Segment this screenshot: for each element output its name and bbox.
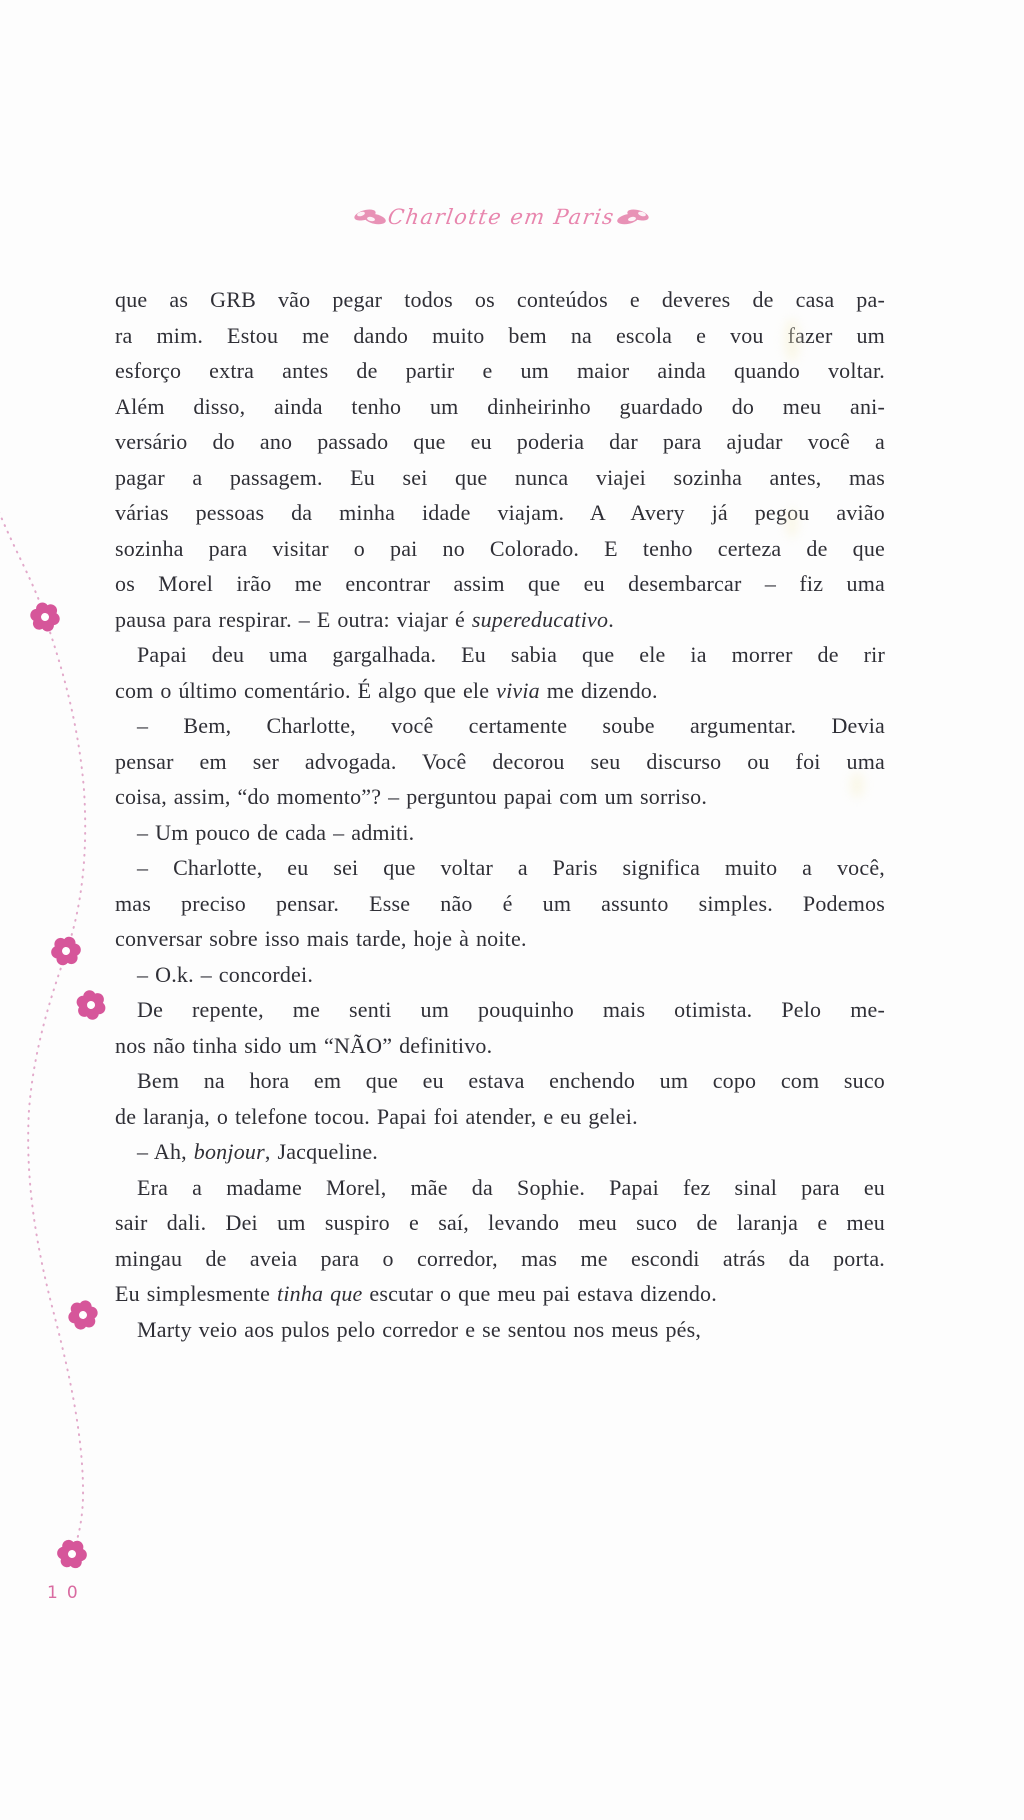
text-segment: .: [608, 606, 614, 632]
text-line: [115, 921, 885, 957]
text-segment: Papai deu uma gargalhada. Eu sabia que ele ia morrer de rir: [137, 642, 885, 667]
paragraph: [115, 708, 885, 815]
text-segment: – Um pouco de cada – admiti.: [137, 819, 415, 845]
text-segment: que as GRB vão pegar todos os conteúdos e deveres de casa pa-: [115, 287, 885, 312]
text-line: [115, 1276, 885, 1312]
running-header: [352, 205, 648, 229]
text-segment: nos não tinha sido um “NÃO” definitivo.: [115, 1032, 493, 1058]
text-line: [115, 424, 885, 460]
text-segment: ra mim. Estou me dando muito bem na escola e vou fazer um: [115, 322, 885, 348]
paragraph: [115, 1134, 885, 1170]
flower-icon: [49, 935, 82, 966]
scan-smudge: [850, 772, 864, 798]
text-segment: sozinha para visitar o pai no Colorado. E tenho certeza de que: [115, 535, 885, 561]
ballet-slippers-icon: [615, 206, 651, 228]
paragraph: [115, 1170, 885, 1312]
paragraph: [115, 282, 885, 637]
text-line: [115, 318, 885, 354]
text-segment: com o último comentário. É algo que ele: [115, 677, 497, 703]
text-line: [115, 602, 885, 638]
text-line: [115, 353, 885, 389]
text-segment: escutar o que meu pai estava dizendo.: [362, 1281, 717, 1306]
text-segment: , Jacqueline.: [264, 1139, 379, 1164]
text-line: [115, 1134, 885, 1170]
text-line: [115, 1028, 885, 1064]
paragraph: [115, 992, 885, 1063]
flower-icon: [56, 1539, 89, 1569]
text-line: [115, 992, 885, 1028]
text-line: [115, 282, 885, 318]
text-segment: me dizendo.: [539, 677, 658, 703]
text-line: [115, 744, 885, 780]
flower-icon: [72, 987, 109, 1023]
text-segment: De repente, me senti um pouquinho mais otimista. Pelo me-: [137, 997, 885, 1022]
text-segment: pensar em ser advogada. Você decorou seu discurso ou foi uma: [115, 748, 885, 774]
book-title: Charlotte em Paris: [386, 205, 617, 229]
text-line: [115, 779, 885, 815]
text-segment: mingau de aveia para o corredor, mas me escondi atrás da porta.: [115, 1245, 885, 1271]
text-line: [115, 460, 885, 496]
text-segment: coisa, assim, “do momento”? – perguntou papai com um sorriso.: [115, 784, 708, 809]
text-line: [115, 1099, 885, 1135]
text-line: [115, 673, 885, 709]
text-segment: Bem na hora em que eu estava enchendo um copo com suco: [137, 1068, 885, 1093]
text-segment: Eu simplesmente: [115, 1281, 278, 1306]
paragraph: [115, 957, 885, 993]
text-segment: conversar sobre isso mais tarde, hoje à noite.: [115, 926, 527, 951]
italic-text: tinha que: [277, 1281, 363, 1306]
scan-smudge: [786, 508, 798, 538]
paragraph: [115, 815, 885, 851]
italic-text: bonjour: [193, 1139, 265, 1164]
text-line: [115, 531, 885, 567]
scan-smudge: [784, 318, 800, 362]
text-segment: – Ah,: [137, 1139, 194, 1164]
text-line: [115, 708, 885, 744]
text-line: [115, 1312, 885, 1348]
italic-text: vivia: [496, 677, 540, 703]
text-segment: de laranja, o telefone tocou. Papai foi atender, e eu gelei.: [115, 1103, 638, 1129]
dotted-curve: [0, 505, 85, 1562]
text-segment: pagar a passagem. Eu sei que nunca viajei sozinha antes, mas: [115, 464, 885, 490]
text-segment: esforço extra antes de partir e um maior ainda quando voltar.: [115, 358, 885, 383]
paragraph: [115, 1063, 885, 1134]
text-segment: mas preciso pensar. Esse não é um assunto simples. Podemos: [115, 890, 885, 916]
text-segment: os Morel irão me encontrar assim que eu desembarcar – fiz uma: [115, 571, 885, 596]
text-line: [115, 815, 885, 851]
flower-icon: [28, 600, 63, 633]
page-number: 10: [47, 1583, 87, 1603]
paragraph: [115, 1312, 885, 1348]
ballet-slippers-icon: [352, 206, 388, 228]
text-line: [115, 850, 885, 886]
text-segment: – Charlotte, eu sei que voltar a Paris significa muito a você,: [137, 855, 885, 880]
text-segment: pausa para respirar. – E outra: viajar é: [115, 606, 472, 632]
text-line: [115, 1241, 885, 1277]
italic-text: supereducativo: [471, 606, 609, 632]
paragraph: [115, 850, 885, 957]
text-line: [115, 637, 885, 673]
text-line: [115, 1170, 885, 1206]
text-segment: – O.k. – concordei.: [137, 961, 314, 987]
text-segment: – Bem, Charlotte, você certamente soube argumentar. Devia: [137, 713, 885, 738]
text-line: [115, 495, 885, 531]
text-segment: Era a madame Morel, mãe da Sophie. Papai fez sinal para eu: [137, 1174, 885, 1200]
flower-icon: [65, 1298, 101, 1332]
text-segment: várias pessoas da minha idade viajam. A Avery já pegou avião: [115, 500, 885, 525]
text-line: [115, 566, 885, 602]
text-line: [115, 389, 885, 425]
text-line: [115, 1063, 885, 1099]
text-segment: Marty veio aos pulos pelo corredor e se sentou nos meus pés,: [137, 1316, 702, 1342]
text-segment: versário do ano passado que eu poderia dar para ajudar você a: [115, 429, 885, 454]
text-segment: Além disso, ainda tenho um dinheirinho guardado do meu ani-: [115, 393, 885, 419]
text-segment: sair dali. Dei um suspiro e saí, levando meu suco de laranja e meu: [115, 1210, 885, 1235]
text-line: [115, 957, 885, 993]
text-line: [115, 886, 885, 922]
body-text: [115, 282, 885, 1347]
paragraph: [115, 637, 885, 708]
text-line: [115, 1205, 885, 1241]
